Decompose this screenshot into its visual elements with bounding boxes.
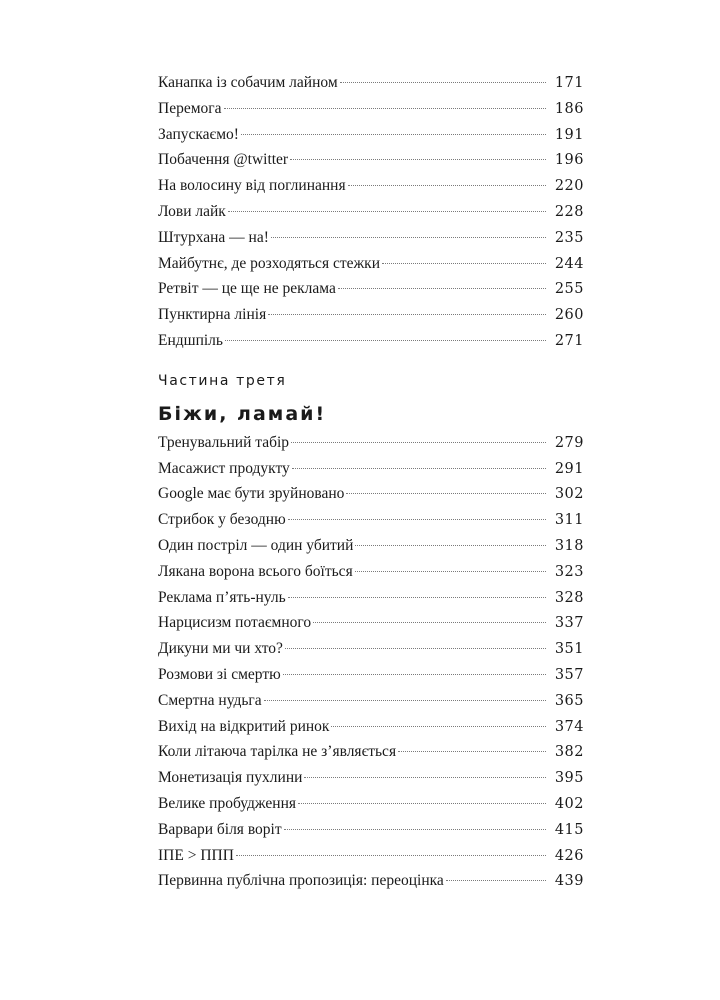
page-number: 374 xyxy=(554,718,584,735)
chapter-title: Тренувальний табір xyxy=(158,433,290,451)
page-number: 279 xyxy=(554,434,584,451)
chapter-title: Лякана ворона всього боїться xyxy=(158,562,353,580)
toc-entry xyxy=(158,147,584,173)
chapter-title: Стрибок у безодню xyxy=(158,511,286,529)
part-title: Біжи, ламай! xyxy=(158,402,327,425)
page-number: 311 xyxy=(554,512,584,529)
toc-entry xyxy=(158,225,584,251)
page-number: 365 xyxy=(554,692,584,709)
page-number: 302 xyxy=(554,486,584,503)
dot-leader xyxy=(283,674,546,675)
toc-entry xyxy=(158,559,584,585)
page-number: 318 xyxy=(554,537,584,554)
dot-leader xyxy=(291,442,546,443)
chapter-title: Ретвіт — це ще не реклама xyxy=(158,280,336,298)
dot-leader xyxy=(268,314,546,315)
page-number: 402 xyxy=(554,795,584,812)
page-number: 351 xyxy=(554,641,584,658)
chapter-title: Монетизація пухлини xyxy=(158,769,303,787)
dot-leader xyxy=(292,468,546,469)
toc-entry xyxy=(158,122,584,148)
toc-entry xyxy=(158,70,584,96)
page-number: 415 xyxy=(554,821,584,838)
dot-leader xyxy=(241,134,546,135)
chapter-title: Коли літаюча тарілка не з’являється xyxy=(158,743,397,761)
dot-leader xyxy=(331,726,546,727)
page-number: 323 xyxy=(554,563,584,580)
toc-list-continued xyxy=(158,70,584,354)
chapter-title: Лови лайк xyxy=(158,202,226,220)
toc-entry xyxy=(158,843,584,869)
toc-entry xyxy=(158,199,584,225)
toc-entry xyxy=(158,302,584,328)
dot-leader xyxy=(348,185,546,186)
dot-leader xyxy=(346,493,546,494)
toc-entry xyxy=(158,610,584,636)
page-number: 191 xyxy=(554,126,584,143)
chapter-title: Один постріл — один убитий xyxy=(158,536,354,554)
toc-entry xyxy=(158,533,584,559)
page-number: 337 xyxy=(554,615,584,632)
toc-entry xyxy=(158,251,584,277)
chapter-title: Велике пробудження xyxy=(158,794,297,812)
page-number: 186 xyxy=(554,100,584,117)
dot-leader xyxy=(340,82,546,83)
toc-entry xyxy=(158,430,584,456)
chapter-title: ІПЕ > ППП xyxy=(158,846,234,864)
chapter-title: Ендшпіль xyxy=(158,331,223,349)
chapter-title: Пунктирна лінія xyxy=(158,306,267,324)
toc-entry xyxy=(158,662,584,688)
toc-entry xyxy=(158,276,584,302)
dot-leader xyxy=(382,263,546,264)
dot-leader xyxy=(288,519,546,520)
toc-entry xyxy=(158,328,584,354)
chapter-title: Перемога xyxy=(158,99,222,117)
toc-entry xyxy=(158,739,584,765)
page-number: 171 xyxy=(554,75,584,91)
chapter-title: Штурхана — на! xyxy=(158,228,269,246)
dot-leader xyxy=(446,880,546,881)
part-three-section xyxy=(158,370,584,894)
dot-leader xyxy=(338,288,546,289)
dot-leader xyxy=(288,597,546,598)
chapter-title: Запускаємо! xyxy=(158,125,239,143)
page-number: 196 xyxy=(554,152,584,169)
chapter-title: Нарцисизм потаємного xyxy=(158,614,312,632)
page-number: 260 xyxy=(554,307,584,324)
dot-leader xyxy=(264,700,546,701)
chapter-title: Google має бути зруйновано xyxy=(158,485,345,503)
dot-leader xyxy=(355,571,546,572)
page-number: 357 xyxy=(554,666,584,683)
toc-entry xyxy=(158,481,584,507)
dot-leader xyxy=(313,622,546,623)
toc-entry xyxy=(158,791,584,817)
dot-leader xyxy=(355,545,546,546)
toc-list-part-three xyxy=(158,430,584,894)
chapter-title: Варвари біля воріт xyxy=(158,820,282,838)
dot-leader xyxy=(398,751,546,752)
dot-leader xyxy=(284,829,546,830)
chapter-title: Канапка із собачим лайном xyxy=(158,74,338,91)
chapter-title: На волосину від поглинання xyxy=(158,177,346,195)
toc-entry xyxy=(158,636,584,662)
page-number: 271 xyxy=(554,332,584,349)
toc-entry xyxy=(158,173,584,199)
toc-entry xyxy=(158,765,584,791)
chapter-title: Побачення @twitter xyxy=(158,151,289,169)
chapter-title: Вихід на відкритий ринок xyxy=(158,717,330,735)
chapter-title: Дикуни ми чи хто? xyxy=(158,640,283,658)
toc-entry xyxy=(158,507,584,533)
chapter-title: Масажист продукту xyxy=(158,459,290,477)
toc-entry xyxy=(158,688,584,714)
page-number: 228 xyxy=(554,203,584,220)
page-number: 220 xyxy=(554,178,584,195)
page-number: 395 xyxy=(554,770,584,787)
dot-leader xyxy=(285,648,546,649)
dot-leader xyxy=(271,237,546,238)
dot-leader xyxy=(228,211,546,212)
chapter-title: Смертна нудьга xyxy=(158,691,262,709)
dot-leader xyxy=(236,855,546,856)
page-number: 255 xyxy=(554,281,584,298)
page-number: 244 xyxy=(554,255,584,272)
toc-entry xyxy=(158,817,584,843)
toc-entry xyxy=(158,714,584,740)
page-number: 439 xyxy=(554,873,584,890)
dot-leader xyxy=(298,803,546,804)
chapter-title: Первинна публічна пропозиція: переоцінка xyxy=(158,872,444,890)
page-number: 291 xyxy=(554,460,584,477)
dot-leader xyxy=(304,777,546,778)
toc-entry xyxy=(158,868,584,894)
dot-leader xyxy=(290,159,546,160)
page-number: 328 xyxy=(554,589,584,606)
toc-entry xyxy=(158,585,584,611)
table-of-contents xyxy=(158,70,584,894)
page-number: 235 xyxy=(554,229,584,246)
toc-entry xyxy=(158,456,584,482)
dot-leader xyxy=(224,108,547,109)
page-number: 426 xyxy=(554,847,584,864)
page-number: 382 xyxy=(554,744,584,761)
chapter-title: Розмови зі смертю xyxy=(158,665,281,683)
chapter-title: Майбутнє, де розходяться стежки xyxy=(158,254,381,272)
toc-entry xyxy=(158,96,584,122)
chapter-title: Реклама п’ять-нуль xyxy=(158,588,286,606)
part-label: Частина третя xyxy=(158,372,287,389)
dot-leader xyxy=(225,340,546,341)
